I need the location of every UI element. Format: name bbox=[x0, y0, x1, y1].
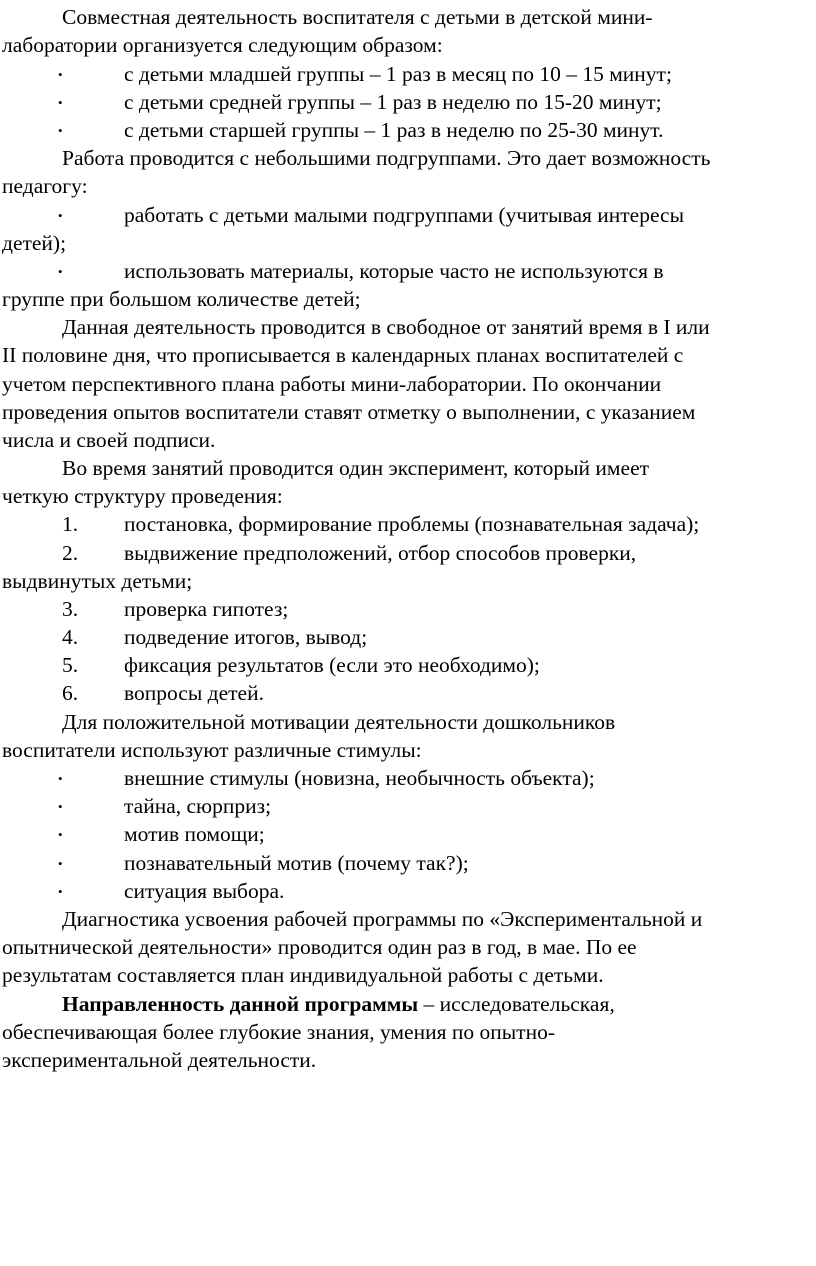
list-item: тайна, сюрприз; bbox=[124, 794, 272, 818]
list-item: познавательный мотив (почему так?); bbox=[124, 851, 469, 875]
bullet-marker: • bbox=[58, 67, 63, 82]
list-item: использовать материалы, которые часто не используются в bbox=[124, 259, 664, 283]
list-number: 1. bbox=[62, 512, 79, 536]
list-item: с детьми младшей группы – 1 раз в месяц по 10 – 15 минут; bbox=[124, 62, 672, 86]
paragraph-line: Совместная деятельность воспитателя с детьми в детской мини- bbox=[62, 5, 653, 29]
paragraph-line: результатам составляется план индивидуальной работы с детьми. bbox=[2, 963, 604, 987]
list-number: 6. bbox=[62, 681, 79, 705]
list-number: 4. bbox=[62, 625, 79, 649]
list-item: мотив помощи; bbox=[124, 822, 265, 846]
list-item-continuation: выдвинутых детьми; bbox=[2, 569, 193, 593]
list-item: работать с детьми малыми подгруппами (учитывая интересы bbox=[124, 203, 685, 227]
paragraph-line: Для положительной мотивации деятельности дошкольников bbox=[62, 710, 616, 734]
bullet-marker: • bbox=[58, 208, 63, 223]
paragraph-text: – исследовательская, bbox=[418, 992, 615, 1016]
list-item: с детьми старшей группы – 1 раз в неделю по 25-30 минут. bbox=[124, 118, 664, 142]
paragraph-line: лаборатории организуется следующим образом: bbox=[2, 33, 443, 57]
paragraph-line bbox=[62, 990, 615, 1019]
bullet-marker: • bbox=[58, 264, 63, 279]
paragraph-line: проведения опытов воспитатели ставят отметку о выполнении, с указанием bbox=[2, 400, 696, 424]
bullet-marker: • bbox=[58, 799, 63, 814]
bullet-marker: • bbox=[58, 123, 63, 138]
paragraph-line: Диагностика усвоения рабочей программы по «Экспериментальной и bbox=[62, 907, 703, 931]
list-item: внешние стимулы (новизна, необычность объекта); bbox=[124, 766, 595, 790]
list-item: с детьми средней группы – 1 раз в неделю по 15-20 минут; bbox=[124, 90, 662, 114]
list-number: 2. bbox=[62, 541, 79, 565]
paragraph-line: воспитатели используют различные стимулы: bbox=[2, 738, 422, 762]
bullet-marker: • bbox=[58, 827, 63, 842]
paragraph-line: Работа проводится с небольшими подгруппами. Это дает возможность bbox=[62, 146, 711, 170]
paragraph-line: Во время занятий проводится один эксперимент, который имеет bbox=[62, 456, 650, 480]
bullet-marker: • bbox=[58, 884, 63, 899]
bullet-marker: • bbox=[58, 771, 63, 786]
list-item: ситуация выбора. bbox=[124, 879, 285, 903]
paragraph-line: Данная деятельность проводится в свободное от занятий время в I или bbox=[62, 315, 710, 339]
list-number: 3. bbox=[62, 597, 79, 621]
paragraph-line: экспериментальной деятельности. bbox=[2, 1048, 317, 1072]
list-item: вопросы детей. bbox=[124, 681, 264, 705]
paragraph-line: обеспечивающая более глубокие знания, умения по опытно- bbox=[2, 1020, 555, 1044]
list-item: проверка гипотез; bbox=[124, 597, 289, 621]
bold-heading: Направленность данной программы bbox=[62, 992, 419, 1016]
list-number: 5. bbox=[62, 653, 79, 677]
paragraph-line: опытнической деятельности» проводится один раз в год, в мае. По ее bbox=[2, 935, 637, 959]
list-item: подведение итогов, вывод; bbox=[124, 625, 368, 649]
bullet-marker: • bbox=[58, 856, 63, 871]
bullet-marker: • bbox=[58, 95, 63, 110]
list-item: выдвижение предположений, отбор способов проверки, bbox=[124, 541, 637, 565]
paragraph-line: педагогу: bbox=[2, 174, 88, 198]
paragraph-line: II половине дня, что прописывается в календарных планах воспитателей с bbox=[2, 343, 684, 367]
paragraph-line: четкую структуру проведения: bbox=[2, 484, 283, 508]
list-item: постановка, формирование проблемы (познавательная задача); bbox=[124, 512, 700, 536]
list-item-continuation: группе при большом количестве детей; bbox=[2, 287, 361, 311]
list-item: фиксация результатов (если это необходимо); bbox=[124, 653, 540, 677]
paragraph-line: числа и своей подписи. bbox=[2, 428, 216, 452]
paragraph-line: учетом перспективного плана работы мини-лаборатории. По окончании bbox=[2, 372, 662, 396]
list-item-continuation: детей); bbox=[2, 231, 67, 255]
